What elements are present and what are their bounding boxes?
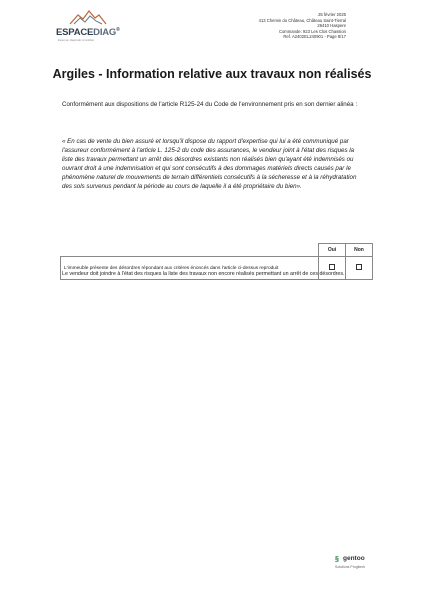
- gentoo-wordmark: gentoo: [343, 555, 365, 562]
- espacediag-logo: [56, 8, 120, 44]
- gentoo-tagline: Solutions Progitech: [335, 565, 366, 569]
- intro-paragraph: Conformément aux dispositions de l'article R125-24 du Code de l'environnement pris en son dernier alinéa :: [62, 101, 358, 108]
- gentoo-logo: [335, 555, 375, 575]
- column-header-oui: Oui: [319, 244, 346, 257]
- mountain-logo-icon: [68, 8, 108, 26]
- legal-quote: « En cas de vente du bien assuré et lorsqu'il dispose du rapport d'expertise qui lui a été communiqué par l'assureur conformément à l'article L. 125-2 du code des assurances, le vendeur joint à l'état des risques la liste des travaux permettant un arrêt des désordres existants non réalisés bien qu'ayant été indemnisés ou ouvrant droit à une indemnisation et qui sont consécutifs à des dommages matériels directs causés par le phénomène naturel de mouvements de terrain différentiels consécutifs à la sécheresse et à la réhydratation des sols survenus pendant la période au cours de laquelle il a été propriétaire du bien».: [62, 138, 357, 190]
- header-reference-page: Ref. A2402EL240901 - Page 8/17: [283, 34, 346, 40]
- disorders-question: L'immeuble présente des désordres répondant aux critères énoncés dans l'article ci-dessus reproduit: [61, 257, 319, 280]
- logo-tagline: Expert en diagnostic immobilier: [58, 39, 95, 42]
- table-header-blank: [61, 244, 319, 257]
- header-address-line: 413 Chemin du Château, Château Saint-Tierral: [258, 17, 346, 23]
- header-date: 25 février 2025: [318, 12, 346, 17]
- logo-word-diag: DIAG: [93, 27, 117, 39]
- gentoo-mark-icon: §: [335, 556, 339, 563]
- page-title: Argiles - Information relative aux travaux non réalisés: [52, 67, 372, 81]
- header-postcode-line: 26410 Haspere: [317, 23, 346, 29]
- header-order-line: Commande: 923 Les Clos Chassion: [278, 28, 346, 34]
- column-header-non: Non: [346, 244, 373, 257]
- table-header-row: [61, 244, 373, 257]
- non-checkbox[interactable]: [356, 264, 362, 270]
- logo-word-espace: ESPACE: [56, 27, 94, 39]
- conclusion-paragraph: Le vendeur doit joindre à l'état des risques la liste des travaux non encore réalisés permettant un arrêt de ces désordres.: [62, 271, 345, 277]
- logo-wordmark: [56, 27, 120, 38]
- header-info-block: [259, 12, 346, 40]
- logo-registered-mark: ®: [116, 27, 120, 33]
- oui-checkbox[interactable]: [329, 264, 335, 270]
